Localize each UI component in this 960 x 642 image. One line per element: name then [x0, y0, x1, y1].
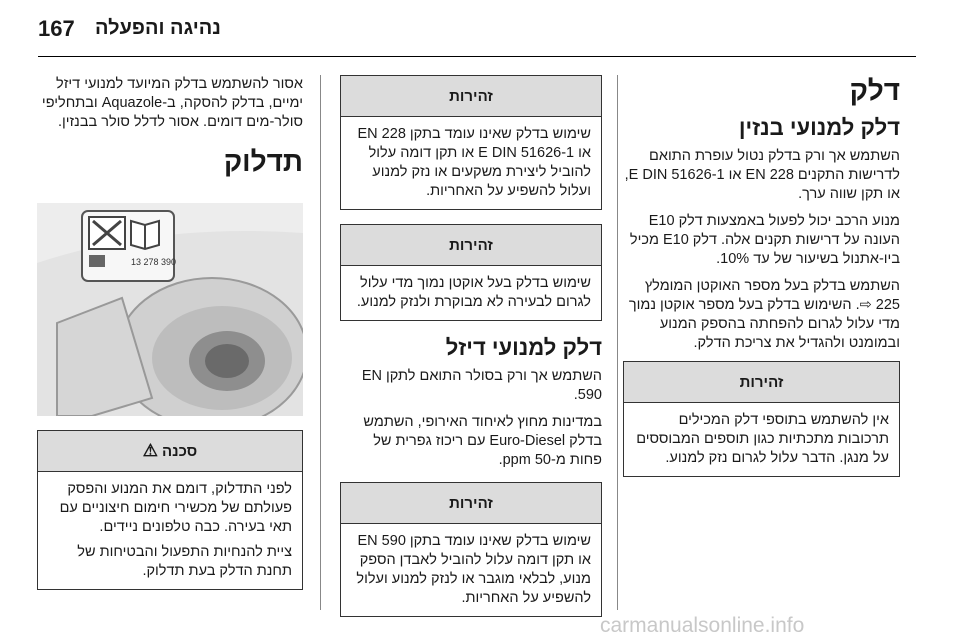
- caution-box: [623, 361, 900, 477]
- danger-text: ציית להנחיות התפעול והבטיחות של תחנת הדלק בעת תדלוק.: [77, 544, 292, 579]
- image-label: 13 278 390: [131, 257, 177, 267]
- watermark: carmanualsonline.info: [600, 614, 805, 637]
- column-divider: [617, 75, 618, 610]
- fuel-filler-flap-image: [37, 203, 303, 416]
- paragraph: אסור להשתמש בדלק המיועד למנועי דיזל ימיים, בדלק להסקה, ב-Aquazole ובתחליפי סולר-מים דומים. אסור לדלל סולר בבנזין.: [41, 76, 303, 130]
- caution-label: זהירות: [341, 76, 601, 117]
- left-column-lower: [37, 430, 303, 604]
- danger-box: [37, 430, 303, 590]
- warning-triangle-icon: ⚠: [142, 441, 159, 460]
- right-column: [623, 75, 900, 491]
- left-column: [37, 75, 303, 186]
- caution-text: אין להשתמש בתוספי דלק המכילים תרכובות מתכתיות כגון תוספים המבוססים על מנגן. הדבר עלול לגרום נזק למנוע.: [636, 412, 889, 466]
- page-header: [0, 0, 960, 58]
- caution-text: שימוש בדלק שאינו עומד בתקן EN 228 או E DIN 51626-1 או תקן דומה עלול להוביל ליצירת משקעים או נזק למנוע ועלול להשפיע על האחריות.: [357, 126, 591, 199]
- refueling-title: תדלוק: [223, 146, 303, 177]
- paragraph: מנוע הרכב יכול לפעול באמצעות דלק E10 העונה על דרישות תקנים אלה. דלק E10 מכיל ביו-אתנול בשיעור של עד 10%.: [629, 213, 900, 267]
- header-rule: [38, 56, 916, 57]
- chapter-title: נהיגה והפעלה: [95, 17, 221, 39]
- caution-text: שימוש בדלק בעל אוקטן נמוך מדי עלול לגרום לבעירה לא מבוקרת ולנזק למנוע.: [356, 275, 591, 310]
- paragraph: השתמש אך ורק בדלק נטול עופרת התואם לדרישות התקנים EN 228 או E DIN 51626-1, או תקן שווה ערך.: [624, 148, 900, 202]
- caution-label: זהירות: [341, 483, 601, 524]
- middle-column: [340, 75, 602, 631]
- fuel-flap-illustration: [37, 203, 303, 416]
- diesel-subtitle: דלק למנועי דיזל: [445, 335, 602, 360]
- danger-header: [38, 431, 302, 472]
- paragraph: השתמש אך ורק בסולר התואם לתקן EN 590.: [361, 368, 602, 403]
- danger-text: לפני התדלוק, דומם את המנוע והפסק פעולתם של מכשירי חימום חיצוניים עם תאי בעירה. כבה טלפונים ניידים.: [59, 481, 292, 535]
- petrol-subtitle: דלק למנועי בנזין: [738, 115, 900, 140]
- caution-box: [340, 482, 602, 617]
- fuel-title: דלק: [849, 75, 900, 106]
- caution-text: שימוש בדלק שאינו עומד בתקן EN 590 או תקן דומה עלול להוביל לאבדן הספק מנוע, לבלאי מוגבר או לנזק למנוע ועלול להשפיע על האחריות.: [356, 533, 591, 606]
- caution-box: [340, 75, 602, 210]
- page-number: 167: [38, 16, 75, 41]
- caution-box: [340, 224, 602, 321]
- danger-label: סכנה: [162, 442, 198, 460]
- paragraph: השתמש בדלק בעל מספר האוקטן המומלץ 225 ⇨. השימוש בדלק בעל מספר אוקטן נמוך מדי עלול לגרום להפחתה בהספק המנוע ובמומנט ולהגדיל את צריכת הדלק.: [628, 278, 900, 351]
- paragraph: במדינות מחוץ לאיחוד האירופי, השתמש בדלק Euro-Diesel עם ריכוז גפרית של פחות מ-50 ppm.: [363, 414, 602, 468]
- caution-label: זהירות: [624, 362, 899, 403]
- column-divider: [320, 75, 321, 610]
- caution-label: זהירות: [341, 225, 601, 266]
